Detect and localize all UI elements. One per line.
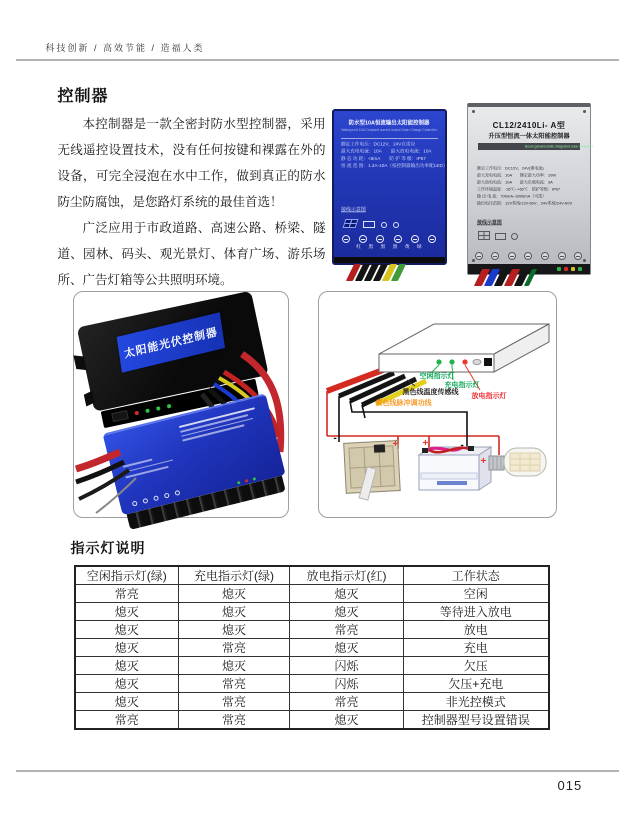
blue-controller-wires bbox=[74, 292, 288, 517]
spec-line: 最大放电电流：10A 最大负载电流：3A bbox=[476, 180, 553, 185]
terminal-color-labels: 红 黑 黑 黑 黄 绿 bbox=[355, 243, 425, 250]
product-photo-boost-controller bbox=[464, 100, 594, 286]
spec-line: 最大充电电流：10A 最大放电电流：10A bbox=[340, 148, 431, 154]
table-header-cell: 充电指示灯(绿) bbox=[179, 566, 290, 585]
lamp-icon bbox=[381, 222, 387, 228]
controllers-photo-box bbox=[73, 291, 289, 518]
terminal-nub bbox=[571, 267, 575, 271]
spec-line: 输出电压范围：12V系统/12V-60V，24V系统/24V-60V bbox=[476, 201, 572, 206]
table-cell: 常亮 bbox=[75, 585, 179, 603]
table-header-cell: 工作状态 bbox=[404, 566, 549, 585]
table-row bbox=[75, 675, 549, 693]
table-header-cell: 空闲指示灯(绿) bbox=[75, 566, 179, 585]
page bbox=[16, 0, 619, 825]
battery-icon bbox=[495, 233, 506, 240]
product-title: 升压型恒流一体太阳能控制器 bbox=[487, 132, 570, 140]
terminal-icon bbox=[475, 252, 483, 260]
terminal-icon bbox=[541, 252, 549, 260]
wiring-diagram-box bbox=[318, 291, 557, 518]
lamp-icon bbox=[393, 222, 399, 228]
table-cell: 熄灭 bbox=[290, 639, 404, 657]
table-cell: 欠压+充电 bbox=[404, 675, 549, 693]
led-lamp-illustration bbox=[489, 448, 546, 476]
output-wires bbox=[478, 269, 533, 286]
terminal-icon bbox=[428, 235, 436, 243]
spec-line: 额定工作电压：DC12V，24V(锂电池) bbox=[476, 166, 544, 171]
wiring-diagram-label: 接线示意图 bbox=[340, 206, 366, 213]
spec-line: 额定工作电压：DC12V，24V自适应 bbox=[340, 141, 415, 147]
table-cell: 常亮 bbox=[179, 693, 290, 711]
header-motto: 科技创新 / 高效节能 / 造福人类 bbox=[45, 43, 205, 53]
terminal-icon bbox=[342, 235, 350, 243]
table-cell: 熄灭 bbox=[75, 639, 179, 657]
table-cell: 熄灭 bbox=[75, 675, 179, 693]
spec-line: 输 出 电 流：700mA~3000mA（可选） bbox=[476, 194, 546, 199]
table-cell: 控制器型号设置错误 bbox=[404, 711, 549, 730]
terminal-row bbox=[475, 252, 583, 260]
terminal-row bbox=[342, 235, 437, 243]
terminal-icon bbox=[359, 235, 367, 243]
intro-text bbox=[58, 111, 326, 293]
page-title: 控制器 bbox=[57, 88, 109, 105]
table-cell: 熄灭 bbox=[290, 711, 404, 730]
screw-icon bbox=[583, 110, 586, 113]
table-cell: 常亮 bbox=[290, 693, 404, 711]
spec-line: 恒 流 范 围：1.2A-10A（按控制器输出功率配LED） bbox=[340, 163, 447, 169]
table-cell: 熄灭 bbox=[75, 657, 179, 675]
table-row bbox=[75, 657, 549, 675]
minus-mark: - bbox=[333, 433, 337, 444]
intro-paragraph-2: 广泛应用于市政道路、高速公路、桥梁、隧道、园林、码头、观光景灯、体育广场、游乐场所、广告灯箱等公共照明环境。 bbox=[57, 221, 326, 287]
wiring-diagram-label: 接线示意图 bbox=[476, 219, 502, 226]
solar-panel-icon bbox=[342, 219, 358, 228]
terminal-icon bbox=[524, 252, 532, 260]
screw-icon bbox=[472, 110, 475, 113]
table-cell: 闪烁 bbox=[290, 675, 404, 693]
discharge-led-label: 放电指示灯 bbox=[471, 393, 507, 400]
table-cell: 常亮 bbox=[179, 711, 290, 730]
table-cell: 非光控模式 bbox=[404, 693, 549, 711]
table-cell: 常亮 bbox=[179, 639, 290, 657]
wiring-mini-icons bbox=[344, 219, 399, 228]
table-header-row bbox=[75, 566, 549, 585]
table-cell: 熄灭 bbox=[179, 603, 290, 621]
intro-paragraph-1: 本控制器是一款全密封防水型控制器，采用无线遥控设置技术，没有任何按键和裸露在外的设备，可完全浸泡在水中工作，做到真正的防水防尘防腐蚀，是您路灯系统的最佳首选！ bbox=[57, 117, 326, 209]
wiring-diagram-svg bbox=[319, 292, 556, 517]
lamp-icon bbox=[511, 233, 518, 240]
boost-controller-case bbox=[467, 103, 591, 275]
label-divider bbox=[341, 138, 438, 139]
output-wires bbox=[350, 264, 402, 281]
indicator-section-heading: 指示灯说明 bbox=[70, 540, 146, 556]
plus-mark: + bbox=[480, 456, 487, 467]
table-header-cell: 放电指示灯(红) bbox=[290, 566, 404, 585]
table-cell: 充电 bbox=[404, 639, 549, 657]
table-row bbox=[75, 585, 549, 603]
idle-led-label: 空闲指示灯 bbox=[419, 373, 455, 380]
table-row bbox=[75, 693, 549, 711]
product-specs bbox=[477, 165, 611, 207]
terminal-icon bbox=[558, 252, 566, 260]
minus-mark: - bbox=[460, 440, 464, 451]
terminal-icon bbox=[411, 235, 419, 243]
terminal-icon bbox=[491, 252, 499, 260]
terminal-icon bbox=[376, 235, 384, 243]
pulse-wire-label: 黄色线脉冲调功线 bbox=[375, 400, 432, 407]
terminal-icon bbox=[394, 235, 402, 243]
indicator-table bbox=[74, 565, 550, 730]
footer-divider bbox=[16, 770, 619, 772]
terminal-icon bbox=[574, 252, 582, 260]
terminal-nub bbox=[578, 267, 582, 271]
product-model: CL12/2410Li- A型 bbox=[492, 120, 565, 130]
table-cell: 常亮 bbox=[290, 621, 404, 639]
table-cell: 熄灭 bbox=[179, 585, 290, 603]
table-cell: 空闲 bbox=[404, 585, 549, 603]
battery-illustration bbox=[419, 446, 491, 490]
product-specs bbox=[341, 141, 448, 170]
temp-sensor-wire-label: 黑色线温度传感线 bbox=[402, 389, 459, 396]
product-subtitle: Waterproof 10A Constant current output Solar Charge Controller bbox=[341, 128, 437, 132]
product-photo-waterproof-controller bbox=[330, 104, 450, 281]
table-row bbox=[75, 711, 549, 730]
table-row bbox=[75, 621, 549, 639]
terminal-icon bbox=[508, 252, 516, 260]
table-cell: 熄灭 bbox=[75, 693, 179, 711]
terminal-nub bbox=[557, 267, 561, 271]
table-cell: 熄灭 bbox=[75, 621, 179, 639]
black-controller-label: 太阳能光伏控制器 bbox=[122, 326, 219, 361]
screw-icon bbox=[583, 259, 586, 262]
table-cell: 熄灭 bbox=[290, 585, 404, 603]
terminal-nub bbox=[564, 267, 568, 271]
table-cell: 熄灭 bbox=[290, 603, 404, 621]
table-row bbox=[75, 603, 549, 621]
header-divider bbox=[16, 59, 619, 61]
spec-line: 工作环境温度：-35℃~+60℃ 防护等级：IP67 bbox=[476, 187, 560, 192]
wiring-mini-icons bbox=[478, 231, 518, 240]
table-cell: 熄灭 bbox=[179, 621, 290, 639]
product-title: 防水型10A恒流输出太阳能控制器 bbox=[348, 119, 430, 126]
solar-panel-icon bbox=[478, 231, 490, 240]
table-row bbox=[75, 639, 549, 657]
product-subtitle: Boost galvanostatic integrated solar controller bbox=[478, 143, 580, 150]
battery-icon bbox=[363, 221, 375, 228]
table-cell: 熄灭 bbox=[179, 657, 290, 675]
table-cell: 常亮 bbox=[75, 711, 179, 730]
charge-led-label: 充电指示灯 bbox=[444, 382, 480, 389]
table-cell: 闪烁 bbox=[290, 657, 404, 675]
table-cell: 常亮 bbox=[179, 675, 290, 693]
case-bottom-rim bbox=[334, 257, 445, 263]
table-cell: 放电 bbox=[404, 621, 549, 639]
plus-mark: + bbox=[392, 439, 399, 450]
table-cell: 欠压 bbox=[404, 657, 549, 675]
plus-mark: + bbox=[422, 438, 429, 449]
waterproof-controller-case bbox=[332, 109, 447, 265]
table-cell: 熄灭 bbox=[75, 603, 179, 621]
page-number: 015 bbox=[557, 778, 583, 793]
spec-line: 静 态 功 耗：<8mA 防 护 等 级：IP67 bbox=[340, 155, 426, 162]
table-cell: 等待进入放电 bbox=[404, 603, 549, 621]
spec-line: 最大充电电流：10A 额定最大功率：10W bbox=[476, 173, 556, 178]
